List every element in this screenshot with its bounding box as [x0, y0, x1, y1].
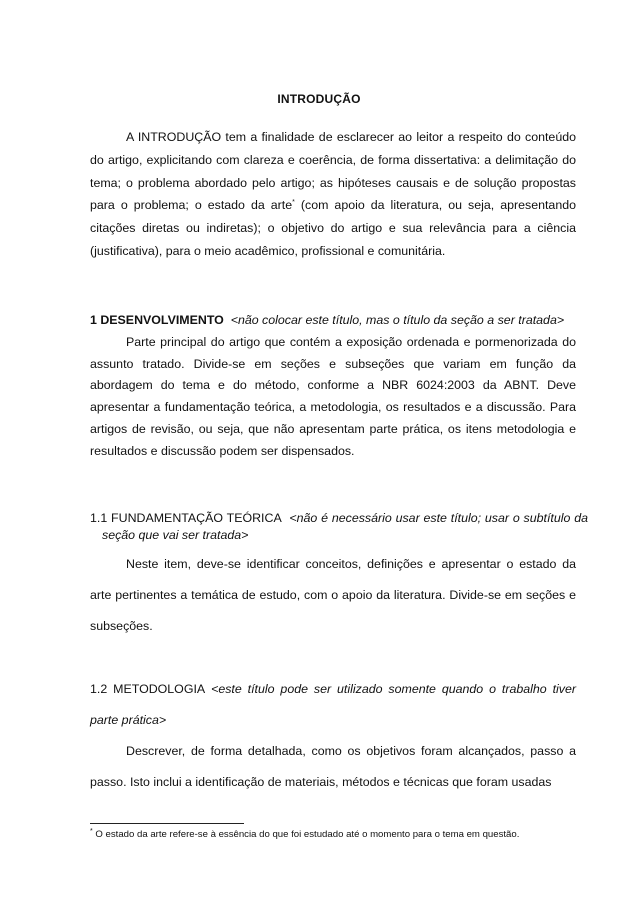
section-1-1-note: <não é necessário usar este título; usar o subtítulo da seção que vai ser tratada>	[102, 511, 589, 542]
intro-section	[90, 126, 576, 263]
section-1-1-heading-block	[90, 510, 588, 544]
footnote-separator	[90, 823, 244, 824]
section-1-2-paragraph: Descrever, de forma detalhada, como os objetivos foram alcançados, passo a passo. Isto inclui a identificação de materiais, métodos e técnicas que foram usadas	[90, 744, 576, 789]
page-title: INTRODUÇÃO	[277, 92, 361, 106]
section-1-heading-line	[90, 310, 576, 332]
section-1-2	[90, 674, 576, 798]
section-1-note: <não colocar este título, mas o título da seção a ser tratada>	[230, 313, 565, 327]
section-1-2-heading-line	[90, 674, 576, 736]
section-1-2-heading: 1.2 METODOLOGIA	[90, 682, 206, 696]
section-1-heading: 1 DESENVOLVIMENTO	[90, 313, 224, 327]
footnote-text: O estado da arte refere-se à essência do que foi estudado até o momento para o tema em questão.	[92, 829, 520, 840]
intro-text-after: (com apoio da literatura, ou seja, apresentando citações diretas ou indiretas); o objetivo do artigo e sua relevância para a ciência (justificativa), para o meio acadêmico, profissional e comunitária.	[90, 198, 577, 258]
footnote	[90, 828, 590, 842]
section-desenvolvimento	[90, 310, 576, 463]
section-1-2-note: <este título pode ser utilizado somente quando o trabalho tiver parte prática>	[90, 682, 576, 727]
section-1-1-body	[90, 549, 576, 642]
intro-paragraph	[90, 126, 576, 263]
intro-text-before: A INTRODUÇÃO tem a finalidade de esclarecer ao leitor a respeito do conteúdo do artigo, explicitando com clareza e coerência, de forma dissertativa: a delimitação do tema; o problema abordado pelo artigo; as hipóteses causais e de solução propostas para o problema; o estado da arte	[90, 130, 576, 213]
footnote-reference[interactable]: *	[292, 199, 295, 207]
section-1-1-paragraph: Neste item, deve-se identificar conceitos, definições e apresentar o estado da arte pertinentes a temática de estudo, com o apoio da literatura. Divide-se em seções e subseções.	[90, 557, 576, 633]
footnote-mark: *	[90, 827, 93, 835]
section-1-1-heading: 1.1 FUNDAMENTAÇÃO TEÓRICA	[90, 511, 282, 525]
section-1-paragraph: Parte principal do artigo que contém a exposição ordenada e pormenorizada do assunto tratado. Divide-se em seções e subseções que variam em função da abordagem do tema e do método, conforme a NBR 6024:2003 da ABNT. Deve apresentar a fundamentação teórica, a metodologia, os resultados e a discussão. Para artigos de revisão, ou seja, que não apresentam parte prática, os itens metodologia e resultados e discussão podem ser dispensados.	[90, 334, 576, 458]
